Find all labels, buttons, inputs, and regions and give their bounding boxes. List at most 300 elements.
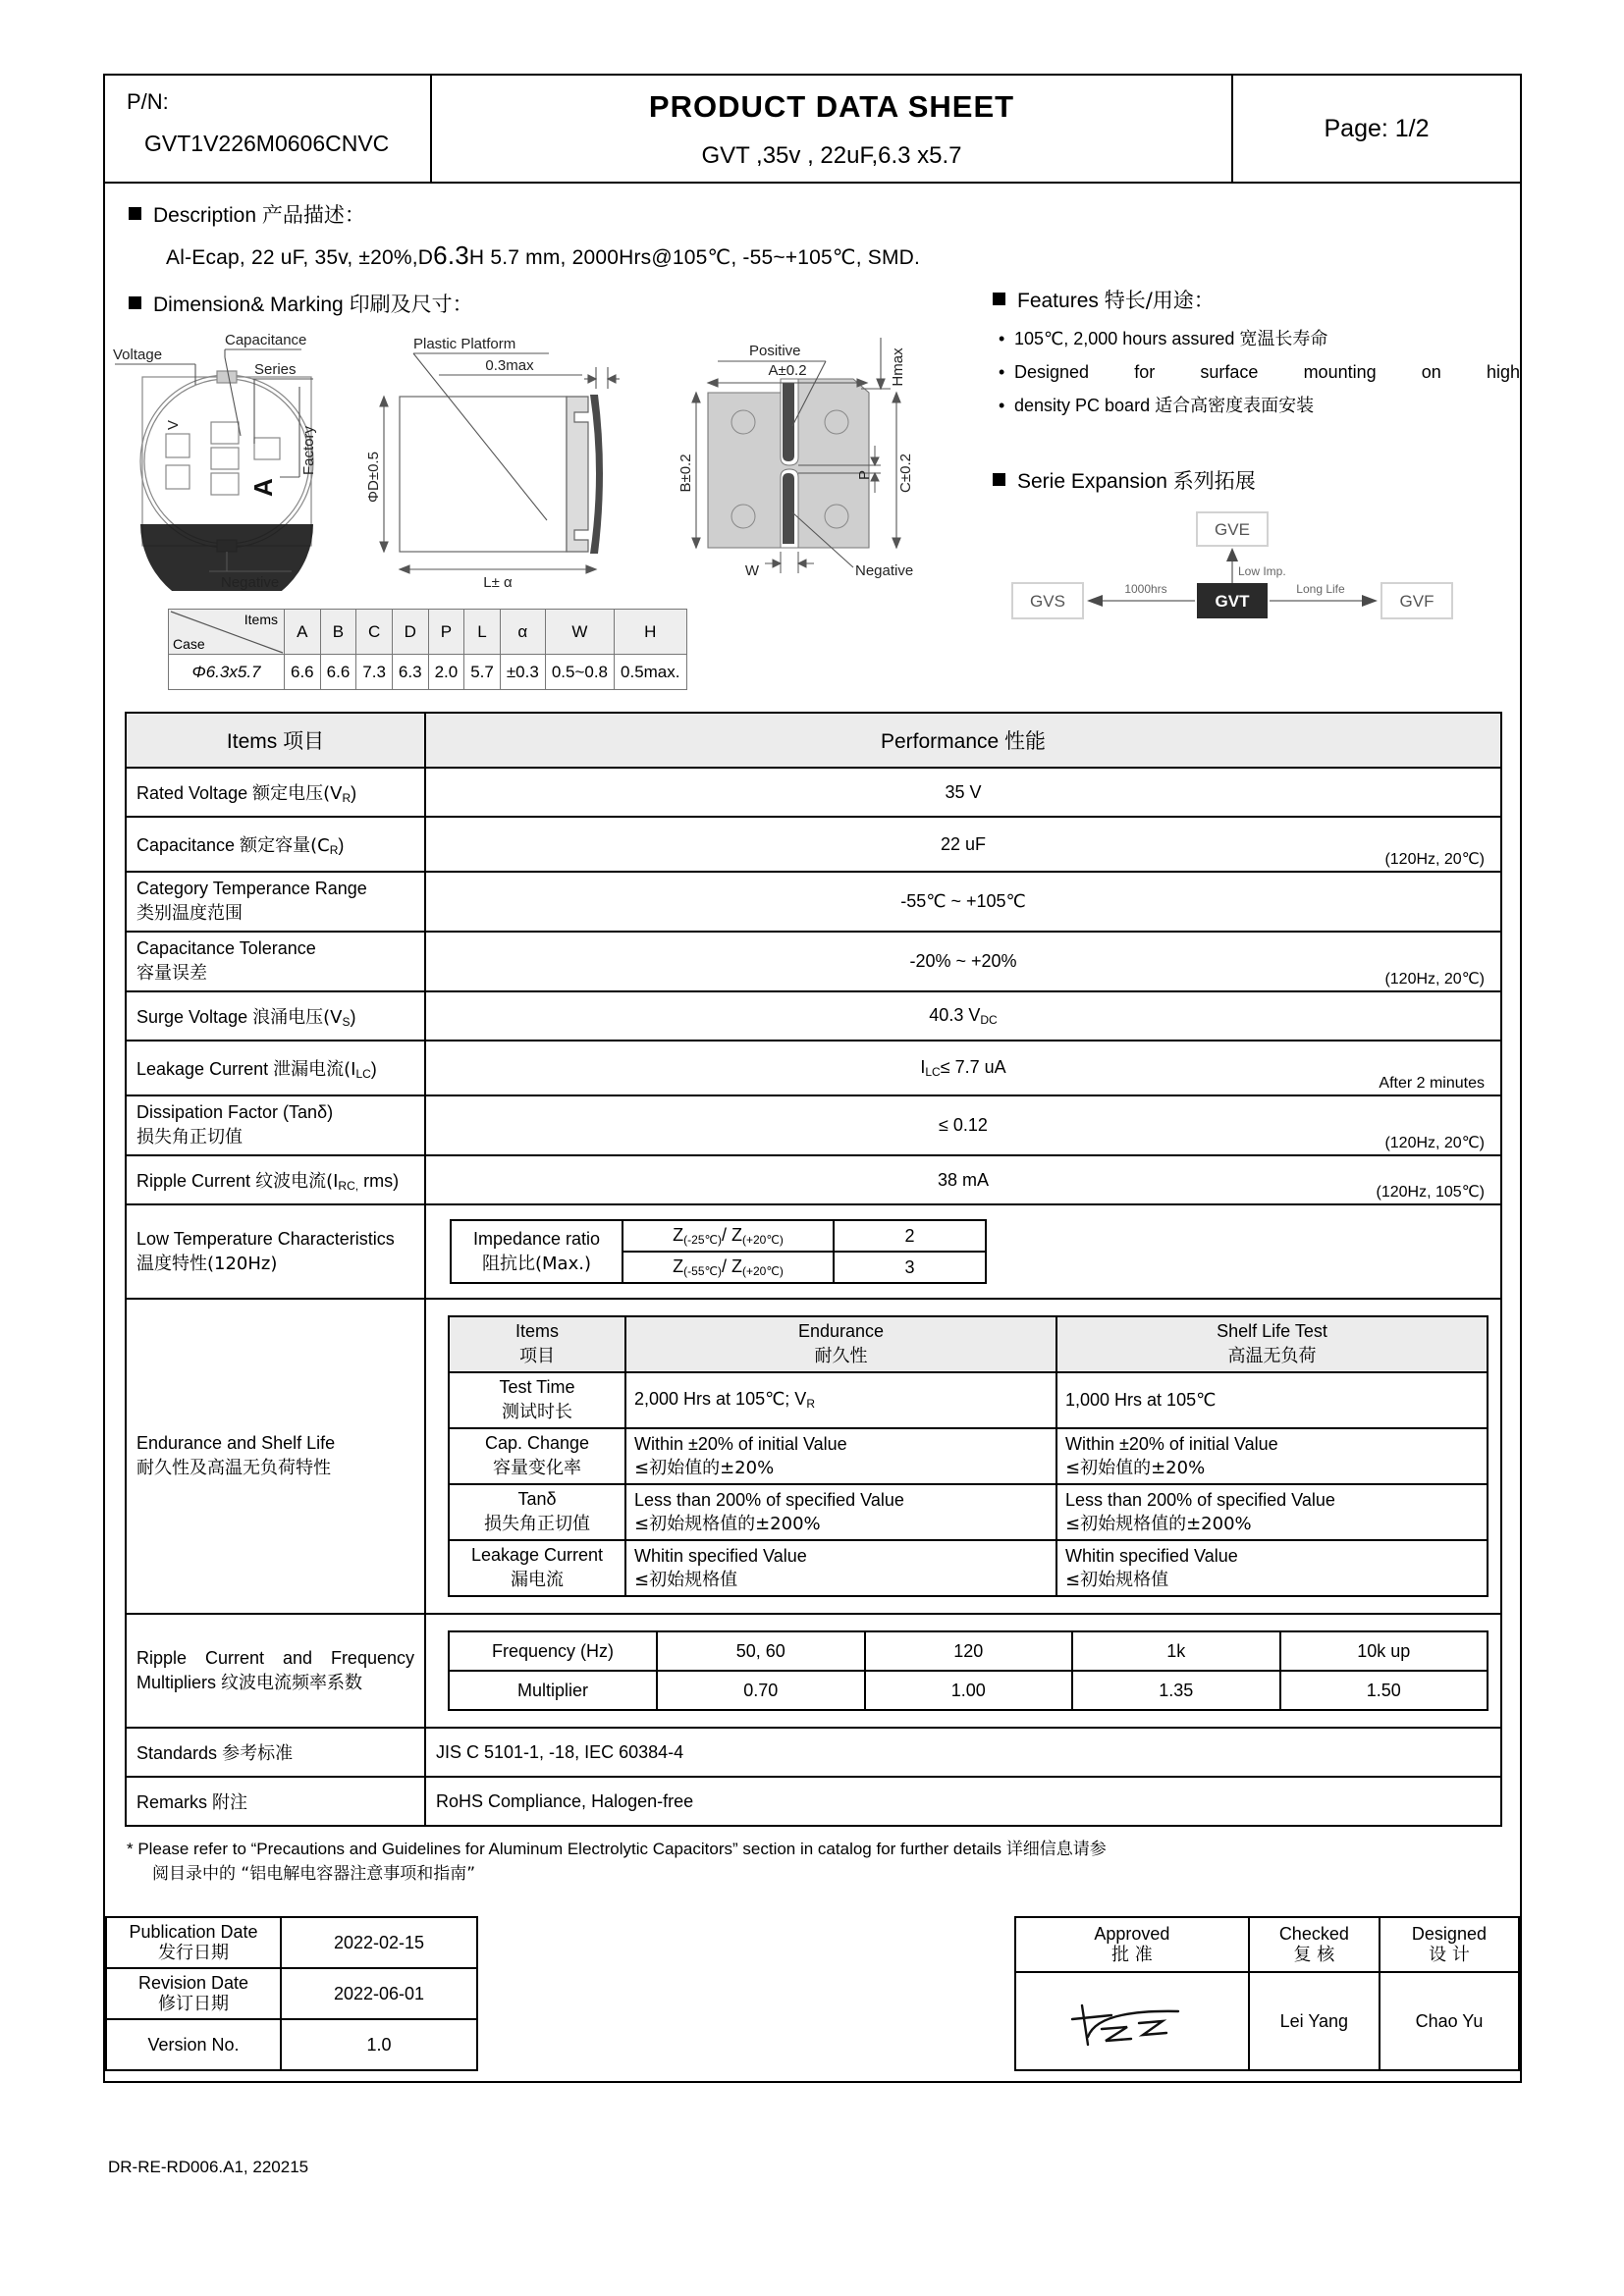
z-symbol: Z: [673, 1256, 684, 1276]
corner-items-label: Items: [244, 612, 278, 627]
approved-signature: [1015, 1972, 1249, 2070]
multiplier-value-2: 1.00: [865, 1671, 1073, 1710]
spec-value-cap-tolerance: [425, 932, 1501, 991]
spec-label-rated-voltage: [126, 768, 425, 817]
spec-label-dissipation-factor: [126, 1095, 425, 1155]
description-heading-en: Description: [153, 204, 257, 227]
case-value-c: 7.3: [356, 655, 393, 690]
value-en: 2,000 Hrs at 105℃; V: [634, 1389, 807, 1410]
label-cn: 纹波电流频率系数: [221, 1672, 363, 1693]
label-tail: ): [338, 835, 345, 855]
endurance-value-leakage: [625, 1540, 1056, 1596]
label-en: Endurance and Shelf Life: [136, 1433, 336, 1453]
spec-label-endurance: [126, 1299, 425, 1614]
spec-value-dissipation-factor: [425, 1095, 1501, 1155]
col-header-l: L: [464, 610, 501, 655]
label-cn: 耐久性及高温无负荷特性: [136, 1458, 331, 1478]
edge-low-imp-label: Low Imp.: [1238, 563, 1286, 578]
table-row: [126, 1614, 1501, 1728]
value-text: 35 V: [945, 781, 982, 802]
z-sub-2: (+20℃): [741, 1264, 784, 1278]
middle-columns: [105, 271, 1520, 690]
value-text: -55℃ ~ +105℃: [900, 891, 1026, 911]
right-column: [979, 271, 1520, 690]
label-en: Remarks: [136, 1792, 208, 1812]
value-cn: ≤初始值的±20%: [634, 1457, 775, 1478]
label-en: Publication Date: [129, 1921, 258, 1942]
feature-item: • Designed for surface mounting on high: [1014, 359, 1520, 387]
case-value-p: 2.0: [428, 655, 464, 690]
max-03-label: 0.3max: [485, 357, 534, 374]
table-row: [106, 1968, 477, 2019]
label-cn: 纹波电流(I: [255, 1171, 339, 1192]
endurance-value-tand: [625, 1484, 1056, 1540]
label-en: Rated Voltage: [136, 783, 248, 803]
row-label-cn: 测试时长: [502, 1402, 572, 1422]
value-en: Whitin specified Value: [634, 1546, 807, 1567]
table-row: [106, 2019, 477, 2070]
version-no-label: Version No.: [106, 2019, 281, 2070]
z-sub-1: (-25℃): [683, 1233, 722, 1247]
label-cn: 发行日期: [158, 1943, 229, 1963]
spec-value-endurance: [425, 1299, 1501, 1614]
label-cn: 批 准: [1111, 1945, 1153, 1965]
case-value-h: 0.5max.: [615, 655, 686, 690]
table-row: [449, 1540, 1488, 1596]
table-row: [449, 1671, 1488, 1710]
label-en: Surge Voltage: [136, 1007, 248, 1027]
description-part-c: H 5.7 mm, 2000Hrs@105℃, -55~+105℃, SMD.: [468, 246, 921, 269]
label-en: Revision Date: [137, 1972, 249, 1993]
case-value-b: 6.6: [320, 655, 356, 690]
col-header-c: C: [356, 610, 393, 655]
marking-V-label: V: [165, 419, 182, 430]
spec-header-performance: Performance 性能: [425, 713, 1501, 768]
z-sub-1: (-55℃): [683, 1264, 722, 1278]
phi-d-label: ΦD±0.5: [365, 452, 382, 503]
features-heading-cn: 特长/用途：: [1104, 289, 1215, 312]
impedance-value-2: 3: [834, 1252, 986, 1283]
label-cn: 附注: [212, 1792, 248, 1813]
value-text: ≤ 0.12: [939, 1115, 988, 1135]
label-en: Capacitance Tolerance: [136, 938, 316, 958]
b-tol-label: B±0.2: [677, 454, 694, 493]
value-cn: ≤初始规格值的±200%: [634, 1513, 821, 1534]
impedance-ratio-en: Impedance ratio: [472, 1228, 601, 1249]
serie-expansion-heading-en: Serie Expansion: [1017, 469, 1167, 493]
value-sub: LC: [925, 1065, 941, 1079]
description-part-a: Al-Ecap, 22 uF, 35v, ±20%,D: [166, 246, 434, 269]
label-cn: 浪涌电压(V: [252, 1007, 343, 1028]
label-en: Designed: [1411, 1923, 1487, 1944]
description-diameter: 6.3: [433, 240, 469, 270]
value-text: -20% ~ +20%: [909, 951, 1017, 971]
footnote-line-2: 阅目录中的 “铝电解电容器注意事项和指南”: [152, 1863, 476, 1884]
description-heading: [129, 199, 1520, 229]
spec-value-standards: JIS C 5101-1, -18, IEC 60384-4: [425, 1728, 1501, 1777]
label-sub: RC,: [338, 1179, 359, 1193]
corner-case-label: Case: [173, 636, 205, 652]
label-en: Approved: [1094, 1923, 1170, 1944]
description-text: [129, 240, 1520, 271]
series-label: Series: [254, 361, 297, 378]
p-label: P: [856, 469, 873, 481]
table-row: [126, 872, 1501, 932]
spec-header-row: [126, 713, 1501, 768]
case-size-label: Φ6.3x5.7: [169, 655, 285, 690]
col-header-alpha: α: [500, 610, 545, 655]
part-number-block: [105, 76, 432, 182]
header-en: Shelf Life Test: [1217, 1321, 1327, 1341]
spec-value-capacitance: [425, 817, 1501, 872]
label-sub: R: [329, 843, 339, 857]
freq-row-label: Frequency (Hz): [449, 1631, 657, 1671]
impedance-ratio-label: [451, 1220, 623, 1283]
label-en2: [136, 1669, 414, 1694]
label-en: Leakage Current: [136, 1059, 269, 1079]
node-gve-label: GVE: [1215, 519, 1250, 539]
page-number: Page: 1/2: [1324, 114, 1430, 142]
case-value-d: 6.3: [392, 655, 428, 690]
label-tail: ): [351, 783, 357, 803]
pn-value: GVT1V226M0606CNVC: [144, 131, 390, 156]
page-body: [103, 184, 1522, 2083]
voltage-label: Voltage: [113, 347, 163, 363]
feature-item: • 105℃, 2,000 hours assured 宽温长寿命: [1014, 326, 1520, 353]
spec-value-leakage-current: [425, 1041, 1501, 1095]
label-cn: 复 核: [1293, 1945, 1335, 1965]
ripple-frequency-table: [448, 1630, 1489, 1711]
spec-label-surge-voltage: [126, 991, 425, 1041]
footnote-line-1: * Please refer to “Precautions and Guidelines for Aluminum Electrolytic Capacitors” section in catalog for further details 详细信息请参: [127, 1840, 1107, 1858]
col-header-b: B: [320, 610, 356, 655]
value-text: [436, 1005, 1490, 1027]
label-cn: 参考标准: [222, 1743, 294, 1764]
table-row: [449, 1484, 1488, 1540]
publication-date-value: 2022-02-15: [281, 1917, 477, 1968]
spec-value-low-temp: [425, 1204, 1501, 1299]
hmax-label: Hmax: [890, 347, 906, 387]
document-subtitle: GVT ,35v , 22uF,6.3 x5.7: [701, 142, 962, 169]
col-header-d: D: [392, 610, 428, 655]
table-header-row: [169, 610, 687, 655]
endurance-value-test-time: [625, 1372, 1056, 1428]
col-header-a: A: [285, 610, 321, 655]
row-label-en: Test Time: [499, 1377, 575, 1397]
multiplier-value-1: 0.70: [657, 1671, 865, 1710]
value-text: [436, 1057, 1490, 1079]
spec-label-standards: [126, 1728, 425, 1777]
datasheet-page: [103, 74, 1522, 2083]
document-title-block: [432, 76, 1233, 182]
label-en: Ripple Current: [136, 1171, 251, 1191]
value-en: Within ±20% of initial Value: [1065, 1434, 1278, 1455]
label-sub: LC: [355, 1067, 371, 1081]
value-en: 1,000 Hrs at 105℃: [1065, 1389, 1217, 1410]
node-gvt-label: GVT: [1215, 591, 1250, 611]
col-header-h: H: [615, 610, 686, 655]
label-cn: 类别温度范围: [136, 903, 243, 924]
z-mid: / Z: [721, 1225, 742, 1245]
spec-label-leakage-current: [126, 1041, 425, 1095]
endurance-row-label-test-time: [449, 1372, 625, 1428]
revision-date-value: 2022-06-01: [281, 1968, 477, 2019]
label-en: Checked: [1278, 1923, 1349, 1944]
row-label-en: Leakage Current: [470, 1545, 604, 1565]
label-tail: ): [350, 1007, 356, 1027]
freq-value-2: 120: [865, 1631, 1073, 1671]
spec-header-items: Items 项目: [126, 713, 425, 768]
shelf-value-tand: [1056, 1484, 1488, 1540]
label-sub: R: [342, 791, 352, 805]
c-tol-label: C±0.2: [897, 454, 914, 493]
col-header-p: P: [428, 610, 464, 655]
spec-label-remarks: [126, 1777, 425, 1826]
dimension-heading: [105, 271, 979, 318]
value-cn: ≤初始值的±20%: [1065, 1457, 1206, 1478]
table-header-row: [449, 1316, 1488, 1372]
table-row: [126, 1204, 1501, 1299]
table-row: [126, 991, 1501, 1041]
label-cn: 额定容量(C: [240, 835, 330, 856]
page-header: [103, 74, 1522, 184]
corner-cell: [169, 610, 285, 655]
table-row: [1015, 1972, 1519, 2070]
case-value-l: 5.7: [464, 655, 501, 690]
dimension-heading-en: Dimension& Marking: [153, 294, 344, 316]
features-list: [993, 326, 1520, 420]
row-label-cn: 容量变化率: [493, 1458, 581, 1478]
table-row: [451, 1220, 986, 1252]
negative-label-1: Negative: [221, 574, 280, 591]
case-dimension-table: [168, 609, 687, 690]
value-en: Less than 200% of specified Value: [1065, 1490, 1335, 1511]
bullet-square-icon: [993, 293, 1005, 305]
label-tail: ): [370, 1059, 377, 1079]
header-en: Items: [514, 1321, 559, 1341]
label-cn: 容量误差: [136, 963, 207, 984]
spec-label-ripple-freq: [126, 1614, 425, 1728]
label-en: Ripple Current and Frequency: [136, 1647, 414, 1668]
case-value-a: 6.6: [285, 655, 321, 690]
edge-1000hrs-label: 1000hrs: [1124, 581, 1167, 596]
specifications-table: [125, 712, 1502, 1827]
label-cn: 设 计: [1429, 1945, 1470, 1965]
table-row: [126, 1095, 1501, 1155]
features-heading-en: Features: [1017, 290, 1099, 312]
freq-value-1: 50, 60: [657, 1631, 865, 1671]
negative-label-2: Negative: [855, 562, 914, 579]
capacitance-label: Capacitance: [225, 332, 307, 348]
description-heading-cn: 产品描述：: [261, 203, 365, 227]
approval-table: [1014, 1916, 1520, 2071]
multiplier-value-3: 1.35: [1072, 1671, 1280, 1710]
spec-label-capacitance: [126, 817, 425, 872]
approved-label: [1015, 1917, 1249, 1972]
handwritten-signature-icon: [1068, 1990, 1196, 2053]
endurance-row-label-leakage: [449, 1540, 625, 1596]
z-symbol: Z: [673, 1225, 684, 1245]
value-cn: ≤初始规格值: [1065, 1569, 1169, 1590]
shelf-value-cap-change: [1056, 1428, 1488, 1484]
label-en: Capacitance: [136, 835, 236, 855]
table-row: [449, 1631, 1488, 1671]
table-header-row: [1015, 1917, 1519, 1972]
label-en: Standards: [136, 1743, 218, 1763]
feature-item-cont-text: density PC board 适合高密度表面安装: [1014, 395, 1315, 415]
publication-date-label: [106, 1917, 281, 1968]
a-tol-label: A±0.2: [768, 362, 807, 379]
plastic-platform-label: Plastic Platform: [413, 336, 516, 352]
endurance-header-items: [449, 1316, 625, 1372]
header-cn: 高温无负荷: [1227, 1346, 1317, 1366]
endurance-header-shelf: [1056, 1316, 1488, 1372]
header-cn: 耐久性: [814, 1346, 868, 1366]
value-en: Whitin specified Value: [1065, 1546, 1238, 1567]
dimension-drawing-svg: [105, 328, 969, 591]
document-title: PRODUCT DATA SHEET: [648, 89, 1015, 124]
spec-label-cap-tolerance: [126, 932, 425, 991]
node-gvf-label: GVF: [1399, 591, 1435, 611]
value-cn: ≤初始规格值的±200%: [1065, 1513, 1252, 1534]
row-label-cn: 漏电流: [511, 1570, 564, 1590]
impedance-ratio-cn: 阻抗比(Max.): [482, 1253, 591, 1274]
value-note: (120Hz, 20℃): [1384, 971, 1485, 988]
table-row: [126, 1041, 1501, 1095]
signature-spacer: [478, 1916, 1014, 2071]
spec-value-ripple-current: [425, 1155, 1501, 1204]
value-cn: ≤初始规格值: [634, 1569, 738, 1590]
value-sub: R: [806, 1397, 815, 1412]
signature-block: [105, 1916, 1520, 2071]
label-sub: S: [342, 1015, 351, 1029]
impedance-value-1: 2: [834, 1220, 986, 1252]
mechanical-drawings: [105, 328, 979, 593]
table-row: [126, 1155, 1501, 1204]
endurance-header-endurance: [625, 1316, 1056, 1372]
value-main: I: [920, 1057, 926, 1077]
spec-label-low-temp: [126, 1204, 425, 1299]
value-text: 22 uF: [940, 833, 987, 854]
positive-label: Positive: [749, 343, 801, 359]
designed-signature: Chao Yu: [1380, 1972, 1519, 2070]
shelf-value-test-time: [1056, 1372, 1488, 1428]
label-cn: 泄漏电流(I: [273, 1059, 356, 1080]
label-cn: 损失角正切值: [136, 1127, 243, 1148]
table-row: [126, 932, 1501, 991]
value-note: (120Hz, 105℃): [1376, 1184, 1485, 1201]
pn-label: P/N:: [127, 89, 169, 114]
table-row: [106, 1917, 477, 1968]
table-row: [449, 1372, 1488, 1428]
label-cn: 额定电压(V: [252, 783, 343, 804]
checked-label: [1249, 1917, 1380, 1972]
serie-expansion-diagram: [993, 508, 1520, 631]
spec-value-temp-range: [425, 872, 1501, 932]
multiplier-row-label: Multiplier: [449, 1671, 657, 1710]
shelf-value-leakage: [1056, 1540, 1488, 1596]
value-tail: ≤ 7.7 uA: [940, 1057, 1006, 1077]
table-row: [169, 655, 687, 690]
row-label-en: Cap. Change: [484, 1433, 590, 1453]
table-row: [126, 817, 1501, 872]
table-row: [126, 1299, 1501, 1614]
checked-signature: Lei Yang: [1249, 1972, 1380, 2070]
revision-table: [105, 1916, 478, 2071]
serie-expansion-heading-cn: 系列拓展: [1172, 468, 1256, 493]
serie-expansion-svg: [993, 508, 1464, 626]
edge-long-life-label: Long Life: [1296, 581, 1345, 596]
impedance-ratio-table: [450, 1219, 987, 1284]
case-value-alpha: ±0.3: [500, 655, 545, 690]
value-note: After 2 minutes: [1379, 1075, 1485, 1092]
value-en: Within ±20% of initial Value: [634, 1434, 847, 1455]
value-en: Less than 200% of specified Value: [634, 1490, 904, 1511]
spec-value-surge-voltage: [425, 991, 1501, 1041]
label-en: Category Temperance Range: [136, 879, 367, 898]
multiplier-value-4: 1.50: [1280, 1671, 1489, 1710]
label-en: Dissipation Factor (Tanδ): [136, 1102, 334, 1122]
row-label-en: Tanδ: [517, 1489, 557, 1509]
spec-label-temp-range: [126, 872, 425, 932]
factory-label: Factory: [300, 425, 317, 475]
spec-label-ripple-current: [126, 1155, 425, 1204]
value-sub: DC: [980, 1013, 998, 1027]
z-sub-2: (+20℃): [741, 1233, 784, 1247]
spec-value-rated-voltage: [425, 768, 1501, 817]
w-label: W: [744, 562, 759, 579]
node-gvs-label: GVS: [1030, 591, 1065, 611]
bullet-square-icon: [129, 296, 141, 309]
impedance-formula-2: [623, 1252, 834, 1283]
spec-value-remarks: RoHS Compliance, Halogen-free: [425, 1777, 1501, 1826]
col-header-w: W: [545, 610, 614, 655]
case-value-w: 0.5~0.8: [545, 655, 614, 690]
label-cn: 修订日期: [158, 1994, 229, 2014]
spec-value-ripple-freq: [425, 1614, 1501, 1728]
table-row: [449, 1428, 1488, 1484]
z-mid: / Z: [721, 1256, 742, 1276]
endurance-table: [448, 1315, 1489, 1597]
value-note: (120Hz, 20℃): [1384, 1135, 1485, 1151]
header-en: Endurance: [797, 1321, 885, 1341]
value-note: (120Hz, 20℃): [1384, 851, 1485, 868]
document-id: DR-RE-RD006.A1, 220215: [108, 2158, 309, 2176]
footnote: [105, 1827, 1520, 1891]
bullet-square-icon: [993, 473, 1005, 486]
row-label-cn: 损失角正切值: [484, 1514, 590, 1534]
label-en: Low Temperature Characteristics: [136, 1228, 395, 1249]
label-tail: rms): [358, 1171, 400, 1191]
feature-item-cont: [1014, 393, 1520, 420]
freq-value-4: 10k up: [1280, 1631, 1489, 1671]
bullet-square-icon: [129, 207, 141, 220]
value-main: 40.3 V: [929, 1005, 981, 1025]
value-text: 38 mA: [937, 1169, 990, 1190]
header-cn: 项目: [519, 1346, 555, 1366]
version-no-value: 1.0: [281, 2019, 477, 2070]
serie-expansion-heading: [993, 465, 1520, 495]
revision-date-label: [106, 1968, 281, 2019]
marking-A-label: A: [248, 478, 278, 497]
table-row: [126, 1728, 1501, 1777]
table-row: [126, 1777, 1501, 1826]
designed-label: [1380, 1917, 1519, 1972]
freq-value-3: 1k: [1072, 1631, 1280, 1671]
left-column: [105, 271, 979, 690]
endurance-value-cap-change: [625, 1428, 1056, 1484]
l-alpha-label: L± α: [483, 574, 513, 591]
